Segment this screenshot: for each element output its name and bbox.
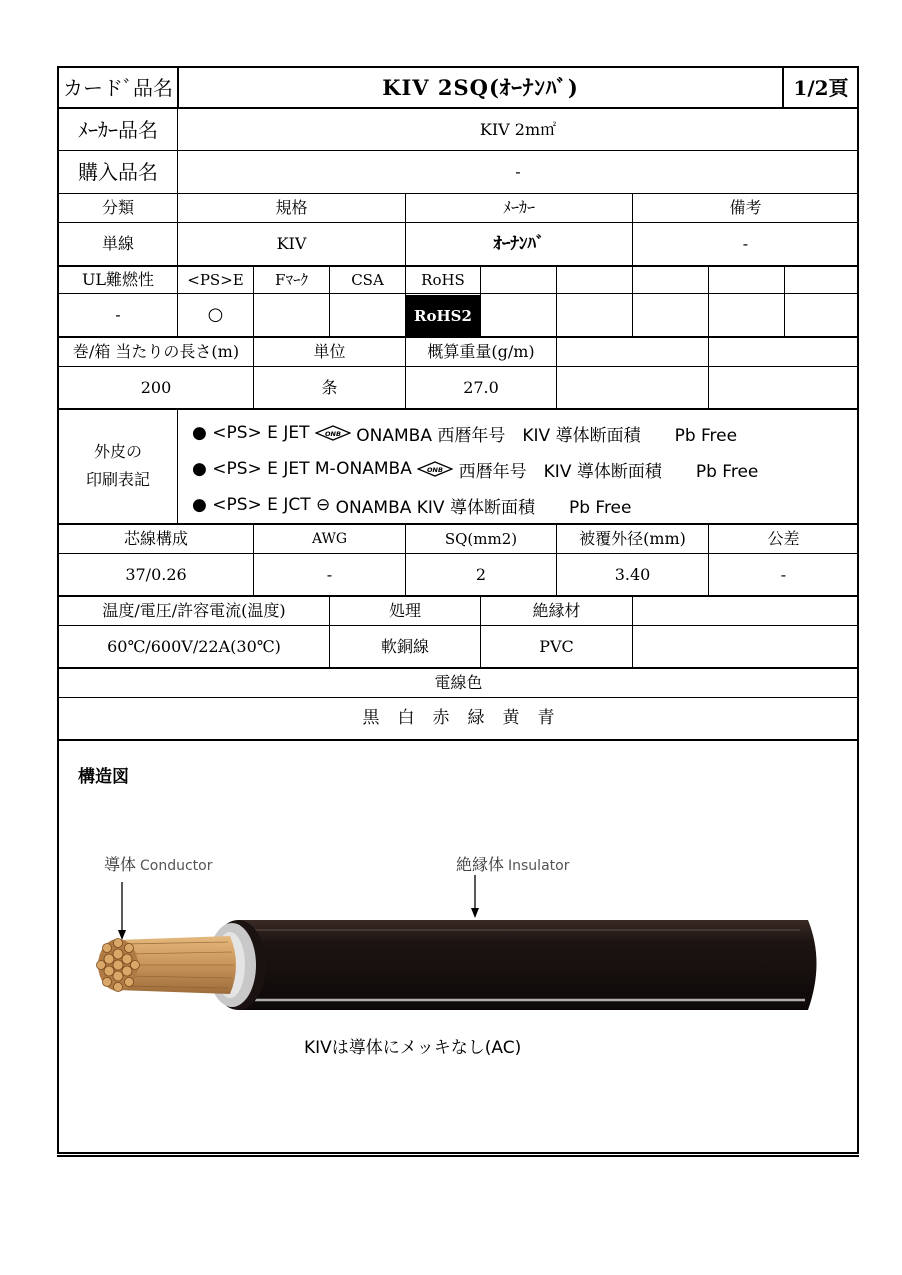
rohs-badge: RoHS2 [406, 295, 480, 336]
insulator-label: 絶縁体 Insulator [456, 855, 570, 874]
f-mark-header: Fﾏｰｸ [275, 271, 308, 289]
remarks-header: 備考 [729, 198, 762, 218]
color-yellow: 黄 [502, 708, 520, 729]
wire-color-list [59, 698, 858, 739]
maker-header: ﾒｰｶｰ [502, 198, 535, 218]
purchase-name-label: 購入品名 [78, 160, 158, 184]
bottom-rule [57, 1155, 859, 1157]
strand-header: 芯線構成 [123, 529, 188, 549]
ul-flame-value: - [115, 305, 121, 325]
category-value: 単線 [101, 234, 134, 254]
pse-header: <PS>E [187, 271, 244, 289]
treatment-value: 軟銅線 [380, 636, 429, 656]
standard-value: KIV [276, 234, 307, 254]
color-black: 黒 [362, 708, 380, 729]
sq-header: SQ(mm2) [444, 530, 518, 548]
standard-header: 規格 [275, 198, 308, 218]
rohs-header: RoHS [421, 271, 465, 289]
category-header: 分類 [101, 198, 134, 218]
pse-value: ○ [207, 304, 224, 326]
tolerance-value: - [780, 564, 787, 584]
print-label-line1: 外皮の [93, 442, 142, 462]
unit-header: 単位 [313, 342, 346, 362]
rating-value: 60℃/600V/22A(30℃) [107, 636, 281, 656]
length-value: 200 [140, 377, 172, 397]
maker-value: ｵｰﾅﾝﾊﾞ [493, 233, 545, 254]
onamba-logo-icon [315, 425, 351, 441]
rating-header: 温度/電圧/許容電流(温度) [102, 601, 286, 621]
weight-header: 概算重量(g/m) [427, 342, 535, 362]
svg-text:ONB: ONB [427, 466, 444, 474]
csa-header: CSA [351, 271, 384, 289]
print-line-2: ● <PS> E JET M-ONAMBA ONB 西暦年号 KIV 導体断面積 Pb Free [192, 459, 759, 482]
wire-structure-diagram [80, 870, 840, 1030]
conductor-label: 導体 Conductor [104, 855, 213, 874]
svg-text:ONB: ONB [324, 430, 341, 438]
remarks-value: - [742, 234, 749, 254]
insulator-arrowhead [471, 908, 479, 918]
jct-mark-icon: ⊖ [316, 495, 331, 515]
structure-note: KIVは導体にメッキなし(AC) [304, 1038, 522, 1058]
maker-name-value: KIV 2m㎡ [479, 119, 557, 139]
awg-header: AWG [311, 530, 348, 547]
treatment-header: 処理 [388, 601, 421, 621]
color-blue: 青 [537, 708, 555, 729]
card-name-label: カードﾞ品名 [63, 75, 173, 100]
insulation-header: 絶縁材 [532, 601, 581, 621]
insulation-value: PVC [539, 636, 574, 656]
insulation-sheath [238, 920, 817, 1010]
outer-diameter-header: 被覆外径(mm) [579, 529, 686, 549]
outer-diameter-value: 3.40 [614, 564, 651, 584]
print-line-1: ● <PS> E JET ONB ONAMBA 西暦年号 KIV 導体断面積 Pb Free [192, 423, 738, 446]
maker-name-label: ﾒｰｶｰ品名 [78, 117, 158, 142]
card-title: KIV 2SQ(ｵｰﾅﾝﾊﾞ) [382, 74, 579, 100]
wire-color-header: 電線色 [434, 673, 483, 693]
sq-value: 2 [475, 564, 487, 584]
purchase-name-value: - [515, 162, 521, 182]
print-line-3: ● <PS> E JCT ⊖ ONAMBA KIV 導体断面積 Pb Free [192, 495, 632, 518]
color-green: 緑 [467, 708, 485, 729]
color-white: 白 [397, 708, 415, 729]
ul-flame-header: UL難燃性 [81, 270, 155, 290]
onamba-logo-icon [417, 461, 453, 477]
color-red: 赤 [432, 708, 450, 729]
length-header: 巻/箱 当たりの長さ(m) [72, 342, 240, 362]
weight-value: 27.0 [463, 377, 499, 397]
structure-title: 構造図 [78, 767, 129, 787]
print-label-line2: 印刷表記 [85, 470, 150, 490]
strand-value: 37/0.26 [125, 564, 187, 584]
unit-value: 条 [321, 377, 338, 397]
tolerance-header: 公差 [767, 529, 800, 549]
awg-value: - [326, 564, 333, 584]
page-number: 1/2頁 [793, 75, 849, 100]
